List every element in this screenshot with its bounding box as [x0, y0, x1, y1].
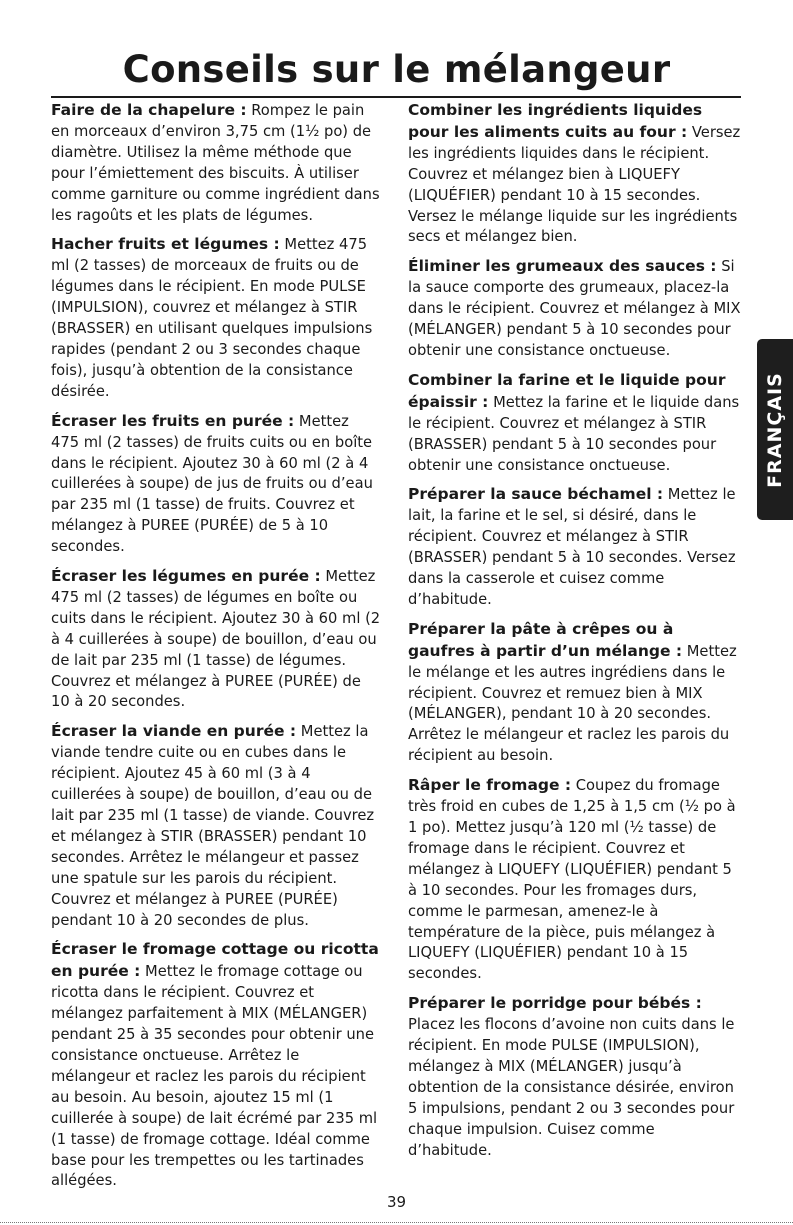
- left-column: [51, 100, 381, 1200]
- tip-chop-fruits-vegetables: [51, 234, 381, 402]
- tip-heading: Écraser les fruits en purée :: [51, 411, 295, 430]
- tip-grate-cheese: [408, 775, 741, 985]
- language-tab: [757, 339, 793, 520]
- tip-heading: Râper le fromage :: [408, 776, 572, 795]
- language-tab-label: FRANÇAIS: [764, 371, 786, 488]
- tip-text: Rompez le pain en morceaux d’environ 3,75 cm (1½ po) de diamètre. Utilisez la même méthode que pour l’émiettement des biscuits. À utiliser comme garniture ou comme ingrédient dans les ragoûts et les plats de légumes.: [51, 102, 380, 224]
- tip-heading: Écraser le fromage cottage ou ricotta en purée :: [51, 940, 379, 981]
- tip-text: Versez les ingrédients liquides dans le récipient. Couvrez et mélangez bien à LIQUEFY (LIQUÉFIER) pendant 10 à 15 secondes. Versez le mélange liquide sur les ingrédients secs et mélangez bien.: [408, 123, 741, 246]
- tip-heading: Préparer le porridge pour bébés :: [408, 994, 702, 1013]
- tip-text: Mettez 475 ml (2 tasses) de légumes en boîte ou cuits dans le récipient. Ajoutez 30 à 60 ml (2 à 4 cuillerées à soupe) de bouillon, d’eau ou de lait par 235 ml (1 tasse) de légumes. Couvrez et mélangez à PUREE (PURÉE) de 10 à 20 secondes.: [51, 568, 381, 711]
- footer-divider: [0, 1222, 793, 1223]
- tip-heading: Combiner les ingrédients liquides pour les aliments cuits au four :: [408, 101, 703, 141]
- tip-text: Placez les flocons d’avoine non cuits dans le récipient. En mode PULSE (IMPULSION), mélangez à MIX (MÉLANGER) jusqu’à obtention de la consistance désirée, environ 5 impulsions, pendant 2 ou 3 secondes pour chaque impulsion. Cuisez comme d’habitude.: [408, 1016, 735, 1159]
- tip-heading: Écraser la viande en purée :: [51, 722, 297, 741]
- page-title: Conseils sur le mélangeur: [122, 48, 671, 91]
- tip-heading: Préparer la sauce béchamel :: [408, 485, 664, 504]
- tip-heading: Éliminer les grumeaux des sauces :: [408, 257, 717, 276]
- tip-text: Si la sauce comporte des grumeaux, placez-la dans le récipient. Couvrez et mélangez à MIX (MÉLANGER) pendant 5 à 10 secondes pour obtenir une consistance onctueuse.: [408, 258, 741, 359]
- tip-text: Coupez du fromage très froid en cubes de 1,25 à 1,5 cm (½ po à 1 po). Mettez jusqu’à 120 ml (½ tasse) de fromage dans le récipient. Couvrez et mélangez à LIQUEFY (LIQUÉFIER) pendant 5 à 10 secondes. Pour les fromages durs, comme le parmesan, amenez-le à température de la pièce, puis mélangez à LIQUEFY (LIQUÉFIER) pendant 10 à 15 secondes.: [408, 777, 736, 983]
- title-underline: [51, 96, 741, 98]
- tip-text: Mettez la viande tendre cuite ou en cubes dans le récipient. Ajoutez 45 à 60 ml (3 à 4 cuillerées à soupe) de bouillon, d’eau ou de lait par 235 ml (1 tasse) de viande. Couvrez et mélangez à STIR (BRASSER) pendant 10 secondes. Arrêtez le mélangeur et passez une spatule sur les parois du récipient. Couvrez et mélangez à PUREE (PURÉE) pendant 10 à 20 secondes de plus.: [51, 723, 375, 929]
- tip-combine-liquids: [408, 100, 741, 248]
- tip-puree-cottage-cheese: [51, 939, 381, 1192]
- tip-bechamel: [408, 484, 741, 610]
- tip-heading: Combiner la farine et le liquide pour épaissir :: [408, 370, 726, 411]
- page-number: 39: [386, 1193, 407, 1211]
- tip-puree-fruits: [51, 411, 381, 558]
- tip-heading: Faire de la chapelure :: [51, 101, 247, 119]
- tip-remove-lumps: [408, 256, 741, 362]
- tip-text: Mettez 475 ml (2 tasses) de morceaux de fruits ou de légumes dans le récipient. En mode PULSE (IMPULSION), couvrez et mélangez à STIR (BRASSER) en utilisant quelques impulsions rapides (pendant 2 ou 3 secondes chaque fois), jusqu’à obtention de la consistance désirée.: [51, 236, 373, 400]
- tip-heading: Écraser les légumes en purée :: [51, 567, 321, 586]
- tip-text: Mettez la farine et le liquide dans le récipient. Couvrez et mélangez à STIR (BRASSER) pendant 5 à 10 secondes pour obtenir une consistance onctueuse.: [408, 393, 740, 474]
- tip-bread-crumbs: [51, 100, 381, 226]
- tip-text: Mettez 475 ml (2 tasses) de fruits cuits ou en boîte dans le récipient. Ajoutez 30 à 60 ml (2 à 4 cuillerées à soupe) de jus de fruits ou d’eau par 235 ml (1 tasse) de fruits. Couvrez et mélangez à PUREE (PURÉE) de 5 à 10 secondes.: [51, 412, 373, 556]
- tip-pancake-batter: [408, 619, 741, 767]
- tip-text: Mettez le mélange et les autres ingrédiens dans le récipient. Couvrez et remuez bien à MIX (MÉLANGER), pendant 10 à 20 secondes. Arrêtez le mélangeur et raclez les parois du récipient au besoin.: [408, 642, 737, 765]
- tip-puree-meat: [51, 721, 381, 931]
- tip-flour-liquid: [408, 370, 741, 477]
- tip-baby-porridge: [408, 993, 741, 1161]
- tip-text: Mettez le fromage cottage ou ricotta dans le récipient. Couvrez et mélangez parfaitement à MIX (MÉLANGER) pendant 25 à 35 secondes pour obtenir une consistance onctueuse. Arrêtez le mélangeur et raclez les parois du récipient au besoin. Au besoin, ajoutez 15 ml (1 cuillerée à soupe) de lait écrémé par 235 ml (1 tasse) de fromage cottage. Idéal comme base pour les trempettes ou les tartinades allégées.: [51, 963, 378, 1190]
- tip-heading: Préparer la pâte à crêpes ou à gaufres à partir d’un mélange :: [408, 619, 683, 660]
- tip-heading: Hacher fruits et légumes :: [51, 235, 280, 254]
- tip-text: Mettez le lait, la farine et le sel, si désiré, dans le récipient. Couvrez et mélangez à STIR (BRASSER) pendant 5 à 10 secondes. Versez dans la casserole et cuisez comme d’habitude.: [408, 486, 736, 608]
- right-column: [408, 100, 741, 1170]
- tip-puree-vegetables: [51, 566, 381, 713]
